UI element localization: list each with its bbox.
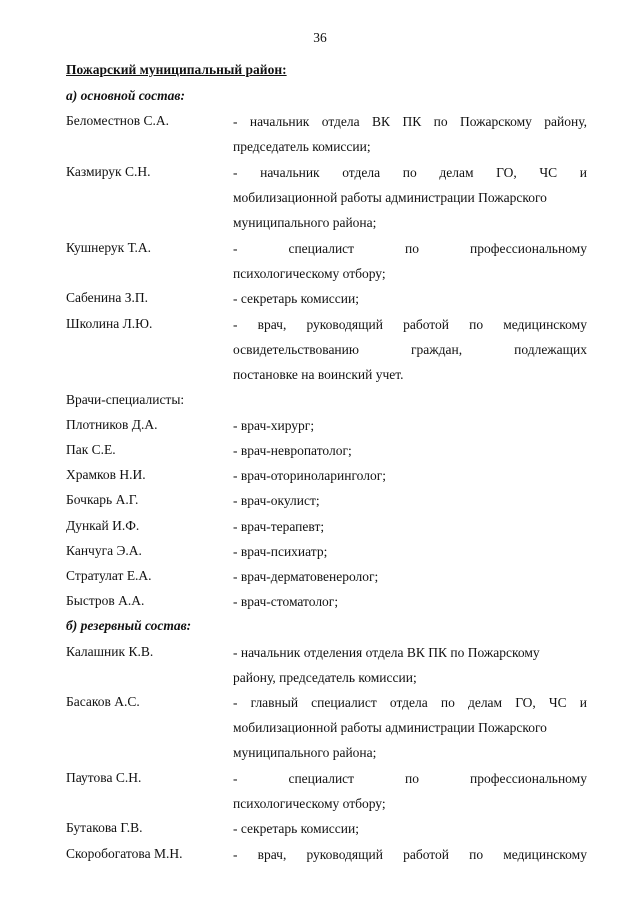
role-word: профессиональному — [469, 771, 587, 786]
role-word: - — [233, 847, 238, 862]
doctor-role — [233, 539, 587, 564]
role-line: постановке на воинский учет. — [233, 367, 404, 383]
role-line: - секретарь комиссии; — [233, 821, 359, 836]
member-role — [233, 766, 587, 816]
doctor-name: Канчуга Э.А. — [66, 543, 142, 558]
role-line: району, председатель комиссии; — [233, 670, 417, 686]
role-word: ЧС — [539, 165, 558, 180]
role-word: отдела — [342, 165, 381, 180]
doctors-label: Врачи-специалисты: — [66, 392, 185, 407]
member-name: Школина Л.Ю. — [66, 316, 153, 331]
role-word: отдела — [321, 114, 360, 129]
role-line: - врач-хирург; — [233, 418, 315, 433]
member-name: Скоробогатова М.Н. — [66, 846, 183, 861]
member-role — [233, 109, 587, 159]
role-word: ГО, — [515, 695, 536, 710]
member-role — [233, 160, 587, 236]
section-heading: Пожарский муниципальный район: — [66, 62, 287, 77]
role-line: мобилизационной работы администрации Пожарского — [233, 720, 547, 736]
role-word: медицинскому — [503, 317, 587, 332]
role-line: - врач-оториноларинголог; — [233, 468, 387, 483]
role-word: по — [405, 771, 420, 786]
role-word: по — [402, 165, 417, 180]
doctor-role — [233, 463, 587, 488]
main-composition-title: а) основной состав: — [66, 88, 185, 103]
reserve-composition-title: б) резервный состав: — [66, 618, 192, 633]
role-line: - врач-невропатолог; — [233, 443, 352, 458]
member-name: Калашник К.В. — [66, 644, 154, 659]
role-word: работой — [403, 317, 449, 332]
role-word: - — [233, 241, 238, 256]
role-line — [233, 160, 587, 185]
role-line: - начальник отделения отдела ВК ПК по Пожарскому — [233, 645, 540, 660]
role-word: ПК — [402, 114, 422, 129]
role-word: врач, — [257, 847, 287, 862]
role-line: - врач-окулист; — [233, 493, 320, 508]
doctor-name: Стратулат Е.А. — [66, 568, 152, 583]
role-word: врач, — [257, 317, 287, 332]
doctor-role — [233, 438, 587, 463]
role-word: ЧС — [548, 695, 567, 710]
role-word: подлежащих — [514, 342, 587, 358]
role-word: - — [233, 114, 238, 129]
role-word: делам — [439, 165, 474, 180]
role-word: и — [579, 165, 587, 180]
member-role — [233, 690, 587, 766]
doctor-role — [233, 564, 587, 589]
member-role — [233, 286, 587, 311]
doctor-name: Плотников Д.А. — [66, 417, 158, 432]
role-word: работой — [403, 847, 449, 862]
role-word: руководящий — [306, 317, 383, 332]
role-word: граждан, — [411, 342, 463, 358]
role-word: медицинскому — [503, 847, 587, 862]
role-line — [233, 109, 587, 134]
role-line: - секретарь комиссии; — [233, 291, 359, 306]
doctor-name: Пак С.Е. — [66, 442, 116, 457]
role-line: председатель комиссии; — [233, 139, 371, 155]
role-word: по — [440, 695, 455, 710]
role-line — [233, 690, 587, 715]
role-line: психологическому отбору; — [233, 266, 386, 282]
role-word: ВК — [372, 114, 391, 129]
role-word: специалист — [288, 771, 355, 786]
doctor-role — [233, 488, 587, 513]
doctor-role — [233, 413, 587, 438]
doctor-name: Бочкарь А.Г. — [66, 492, 139, 507]
role-word: и — [579, 695, 587, 710]
role-line — [233, 337, 587, 362]
member-role — [233, 842, 587, 867]
member-name: Кушнерук Т.А. — [66, 240, 152, 255]
role-line: муниципального района; — [233, 745, 377, 761]
doctor-role — [233, 514, 587, 539]
role-line: муниципального района; — [233, 215, 377, 231]
member-name: Басаков А.С. — [66, 694, 140, 709]
role-word: Пожарскому — [459, 114, 532, 129]
role-word: - — [233, 771, 238, 786]
role-line: - врач-терапевт; — [233, 519, 325, 534]
role-line: мобилизационной работы администрации Пожарского — [233, 190, 547, 206]
member-role — [233, 236, 587, 286]
member-name: Сабенина З.П. — [66, 290, 148, 305]
role-line — [233, 236, 587, 261]
role-word: по — [433, 114, 448, 129]
doctor-name: Храмков Н.И. — [66, 467, 146, 482]
doctor-role — [233, 589, 587, 614]
member-role — [233, 816, 587, 841]
role-word: главный — [250, 695, 299, 710]
member-name: Бутакова Г.В. — [66, 820, 143, 835]
role-word: по — [405, 241, 420, 256]
member-name: Казмирук С.Н. — [66, 164, 151, 179]
role-word: профессиональному — [469, 241, 587, 256]
doctor-name: Быстров А.А. — [66, 593, 145, 608]
role-word: руководящий — [306, 847, 383, 862]
role-word: отдела — [389, 695, 428, 710]
role-line: - врач-дерматовенеролог; — [233, 569, 379, 584]
role-word: ГО, — [496, 165, 517, 180]
role-line: - врач-стоматолог; — [233, 594, 339, 609]
role-line: психологическому отбору; — [233, 796, 386, 812]
role-word: по — [469, 317, 484, 332]
role-word: освидетельствованию — [233, 342, 359, 358]
role-word: - — [233, 695, 238, 710]
role-word: делам — [467, 695, 503, 710]
page-number: 36 — [313, 30, 327, 45]
role-word: специалист — [311, 695, 377, 710]
role-word: начальник — [249, 114, 310, 129]
role-line — [233, 766, 587, 791]
role-word: начальник — [260, 165, 320, 180]
role-word: специалист — [288, 241, 355, 256]
member-role — [233, 640, 587, 690]
role-line — [233, 312, 587, 337]
role-word: - — [233, 317, 238, 332]
role-line — [233, 842, 587, 867]
member-name: Паутова С.Н. — [66, 770, 142, 785]
member-name: Беломестнов С.А. — [66, 113, 169, 128]
role-line: - врач-психиатр; — [233, 544, 328, 559]
role-word: району, — [544, 114, 587, 129]
doctor-name: Дункай И.Ф. — [66, 518, 140, 533]
role-word: по — [469, 847, 484, 862]
member-role — [233, 312, 587, 388]
role-word: - — [233, 165, 238, 180]
